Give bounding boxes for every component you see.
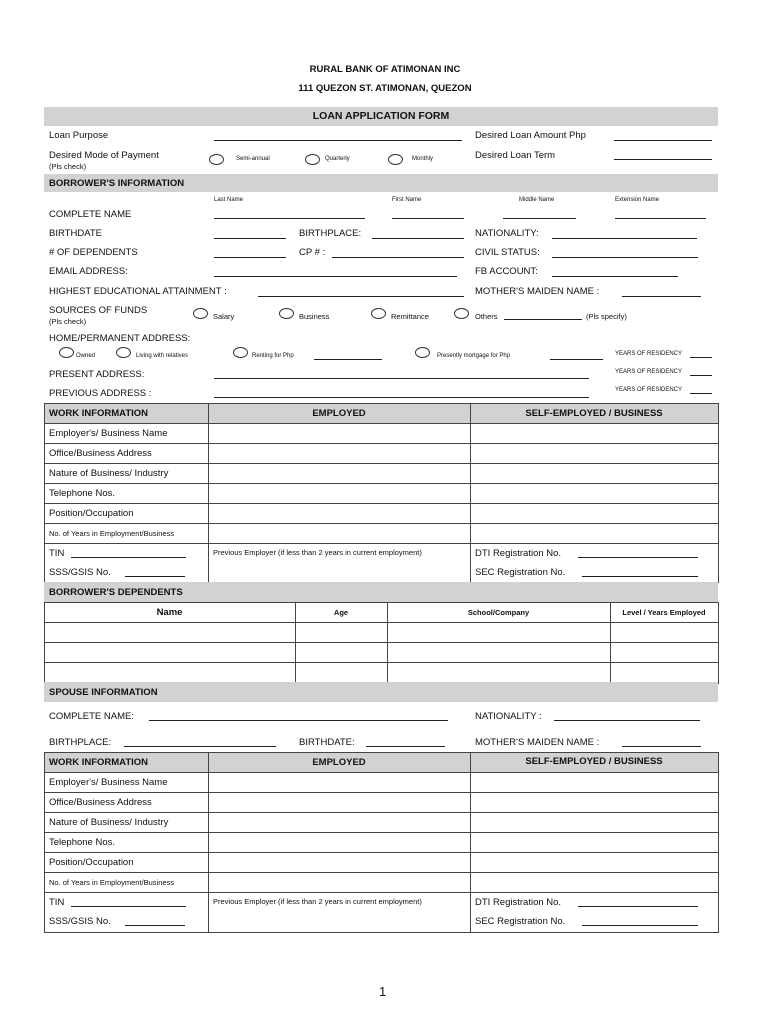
renting-label: Renting for Php <box>252 353 294 359</box>
bank-name: RURAL BANK OF ATIMONAN INC <box>309 64 461 75</box>
mortgage-amount-field[interactable] <box>550 359 603 360</box>
previous-address-field[interactable] <box>214 397 589 398</box>
years-residency-1: YEARS OF RESIDENCY <box>615 351 683 357</box>
mortgage-radio[interactable] <box>415 347 430 358</box>
dep-school-header: School/Company <box>467 608 530 617</box>
dti-field[interactable] <box>578 557 698 558</box>
form-title: LOAN APPLICATION FORM <box>312 110 450 122</box>
civil-status-field[interactable] <box>552 257 698 258</box>
owned-radio[interactable] <box>59 347 74 358</box>
living-relatives-radio[interactable] <box>116 347 131 358</box>
monthly-radio[interactable] <box>388 154 403 165</box>
others-label: Others <box>475 312 498 321</box>
work-rule <box>44 423 718 424</box>
work-rule <box>44 503 718 504</box>
dep-age-header: Age <box>333 608 349 617</box>
birthplace-field[interactable] <box>372 238 464 239</box>
present-address-field[interactable] <box>214 378 589 379</box>
previous-address-label: PREVIOUS ADDRESS : <box>49 388 152 399</box>
sss-field[interactable] <box>125 576 185 577</box>
work2-sss-field[interactable] <box>125 925 185 926</box>
work2-col-divider-1 <box>208 752 209 932</box>
spouse-birthdate-label: BIRTHDATE: <box>299 737 355 748</box>
pls-specify: (Pls specify) <box>586 312 627 321</box>
loan-term-field[interactable] <box>614 159 712 160</box>
work2-office-label: Office/Business Address <box>49 797 152 808</box>
payment-mode-label: Desired Mode of Payment <box>49 150 159 161</box>
semi-annual-radio[interactable] <box>209 154 224 165</box>
employer-row-label: Employer's/ Business Name <box>49 428 168 439</box>
first-name-field[interactable] <box>392 218 464 219</box>
work2-col-divider-2 <box>470 752 471 932</box>
borrower-section-title: BORROWER'S INFORMATION <box>49 178 185 189</box>
work2-dti-label: DTI Registration No. <box>475 897 562 908</box>
present-address-label: PRESENT ADDRESS: <box>49 369 145 380</box>
work2-previous-employer-label: Previous Employer (if less than 2 years in current employment) <box>213 897 422 906</box>
dependents-label: # OF DEPENDENTS <box>49 247 138 258</box>
dependents-field[interactable] <box>214 257 286 258</box>
education-field[interactable] <box>258 296 464 297</box>
mortgage-label: Presently mortgage for Php <box>437 353 511 359</box>
spouse-name-field[interactable] <box>149 720 448 721</box>
telephone-row-label: Telephone Nos. <box>49 488 116 499</box>
position-row-label: Position/Occupation <box>49 508 134 519</box>
semi-annual-label: Semi-annual <box>236 156 270 162</box>
dep-rule <box>44 662 718 663</box>
years-row-label: No. of Years in Employment/Business <box>49 529 175 538</box>
employed-header: EMPLOYED <box>312 408 366 419</box>
birthplace-label: BIRTHPLACE: <box>299 228 362 239</box>
work2-rule <box>44 832 718 833</box>
business-label: Business <box>299 312 330 321</box>
work2-tin-field[interactable] <box>71 906 186 907</box>
work-rule <box>44 543 718 544</box>
fb-label: FB ACCOUNT: <box>475 266 538 277</box>
payment-mode-note: (Pls check) <box>49 162 87 171</box>
renting-amount-field[interactable] <box>314 359 382 360</box>
years-residency-3: YEARS OF RESIDENCY <box>615 387 683 393</box>
quarterly-radio[interactable] <box>305 154 320 165</box>
complete-name-label: COMPLETE NAME <box>49 209 132 220</box>
spouse-maiden-label: MOTHER'S MAIDEN NAME : <box>475 737 600 748</box>
email-label: EMAIL ADDRESS: <box>49 266 128 277</box>
dep-name-header: Name <box>156 607 183 618</box>
birthdate-label: BIRTHDATE <box>49 228 102 239</box>
work-rule <box>44 483 718 484</box>
work2-rule <box>44 872 718 873</box>
spouse-birthplace-label: BIRTHPLACE: <box>49 737 112 748</box>
renting-radio[interactable] <box>233 347 248 358</box>
work2-sec-field[interactable] <box>582 925 698 926</box>
previous-employer-label: Previous Employer (if less than 2 years in current employment) <box>213 548 422 557</box>
work2-position-label: Position/Occupation <box>49 857 134 868</box>
others-radio[interactable] <box>454 308 469 319</box>
years-residency-2-field[interactable] <box>690 375 712 376</box>
sec-field[interactable] <box>582 576 698 577</box>
loan-term-label: Desired Loan Term <box>475 150 556 161</box>
nature-row-label: Nature of Business/ Industry <box>49 468 169 479</box>
work2-rule <box>44 812 718 813</box>
sss-label: SSS/GSIS No. <box>49 567 111 578</box>
work-rule <box>44 523 718 524</box>
dep-rule <box>44 642 718 643</box>
tin-field[interactable] <box>71 557 186 558</box>
last-name-field[interactable] <box>214 218 365 219</box>
loan-amount-label: Desired Loan Amount Php <box>475 130 586 141</box>
dep-level-header: Level / Years Employed <box>622 608 706 617</box>
work-col-divider-2 <box>470 403 471 582</box>
remittance-radio[interactable] <box>371 308 386 319</box>
spouse-name-label: COMPLETE NAME: <box>49 711 134 722</box>
dependents-section-title: BORROWER'S DEPENDENTS <box>49 587 183 598</box>
last-name-col: Last Name <box>214 197 244 203</box>
spouse-birthplace-field[interactable] <box>124 746 276 747</box>
extension-name-col: Extension Name <box>615 197 660 203</box>
birthdate-field[interactable] <box>214 238 286 239</box>
salary-label: Salary <box>213 312 235 321</box>
first-name-col: First Name <box>392 197 422 203</box>
business-radio[interactable] <box>279 308 294 319</box>
education-label: HIGHEST EDUCATIONAL ATTAINMENT : <box>49 286 227 297</box>
fb-field[interactable] <box>552 276 678 277</box>
spouse-section-title: SPOUSE INFORMATION <box>49 687 158 698</box>
loan-amount-field[interactable] <box>614 140 712 141</box>
spouse-birthdate-field[interactable] <box>366 746 445 747</box>
loan-purpose-field[interactable] <box>214 140 462 141</box>
civil-status-label: CIVIL STATUS: <box>475 247 540 258</box>
living-relatives-label: Living with relatives <box>136 353 189 359</box>
work2-nature-label: Nature of Business/ Industry <box>49 817 169 828</box>
years-residency-3-field[interactable] <box>690 393 712 394</box>
dep-rule <box>44 622 718 623</box>
years-residency-2: YEARS OF RESIDENCY <box>615 369 683 375</box>
email-field[interactable] <box>214 276 457 277</box>
work2-rule <box>44 772 718 773</box>
middle-name-field[interactable] <box>503 218 576 219</box>
work2-rule <box>44 852 718 853</box>
work2-self-employed-header: SELF-EMPLOYED / BUSINESS <box>525 756 663 767</box>
work2-sec-label: SEC Registration No. <box>475 916 566 927</box>
bank-address: 111 QUEZON ST. ATIMONAN, QUEZON <box>298 83 472 94</box>
tin-label: TIN <box>49 548 65 559</box>
quarterly-label: Quarterly <box>325 156 350 162</box>
work2-rule <box>44 892 718 893</box>
cp-field[interactable] <box>332 257 464 258</box>
spouse-maiden-field[interactable] <box>622 746 701 747</box>
others-field[interactable] <box>504 319 582 320</box>
work-rule <box>44 443 718 444</box>
work2-employed-header: EMPLOYED <box>312 757 366 768</box>
years-residency-1-field[interactable] <box>690 357 712 358</box>
dti-label: DTI Registration No. <box>475 548 562 559</box>
cp-label: CP # : <box>299 247 326 258</box>
work2-section-title: WORK INFORMATION <box>49 757 149 768</box>
monthly-label: Monthly <box>412 156 434 162</box>
sources-of-funds-label: SOURCES OF FUNDS <box>49 305 148 316</box>
sec-label: SEC Registration No. <box>475 567 566 578</box>
sources-note: (Pls check) <box>49 317 87 326</box>
page-number: 1 <box>379 984 387 999</box>
spouse-nationality-label: NATIONALITY : <box>475 711 542 722</box>
spouse-nationality-field[interactable] <box>554 720 700 721</box>
extension-name-field[interactable] <box>615 218 706 219</box>
work2-rule <box>44 792 718 793</box>
nationality-field[interactable] <box>552 238 697 239</box>
mothers-maiden-field[interactable] <box>622 296 701 297</box>
remittance-label: Remittance <box>391 312 429 321</box>
self-employed-header: SELF-EMPLOYED / BUSINESS <box>525 408 663 419</box>
mothers-maiden-label: MOTHER'S MAIDEN NAME : <box>475 286 600 297</box>
work-rule <box>44 463 718 464</box>
work-col-divider-1 <box>208 403 209 582</box>
middle-name-col: Middle Name <box>519 197 555 203</box>
work2-telephone-label: Telephone Nos. <box>49 837 116 848</box>
loan-purpose-label: Loan Purpose <box>49 130 109 141</box>
work2-sss-label: SSS/GSIS No. <box>49 916 111 927</box>
work-section-title: WORK INFORMATION <box>49 408 149 419</box>
nationality-label: NATIONALITY: <box>475 228 539 239</box>
home-address-label: HOME/PERMANENT ADDRESS: <box>49 333 191 344</box>
work2-employer-label: Employer's/ Business Name <box>49 777 168 788</box>
work2-years-label: No. of Years in Employment/Business <box>49 878 175 887</box>
work2-tin-label: TIN <box>49 897 65 908</box>
salary-radio[interactable] <box>193 308 208 319</box>
work2-dti-field[interactable] <box>578 906 698 907</box>
office-row-label: Office/Business Address <box>49 448 152 459</box>
owned-label: Owned <box>76 353 96 359</box>
